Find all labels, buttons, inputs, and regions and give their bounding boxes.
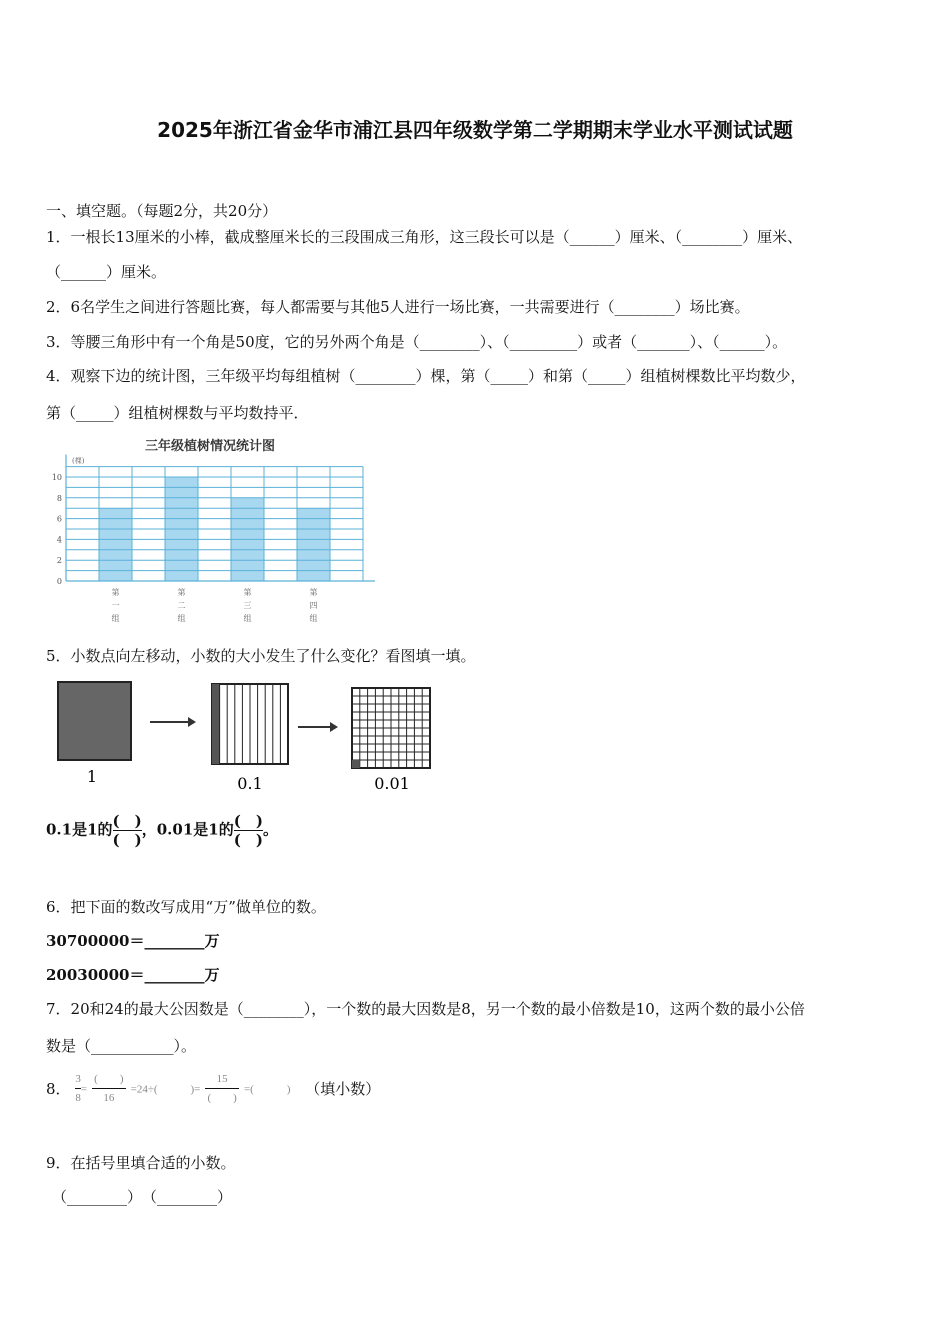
question-4: 4．观察下边的统计图，三年级平均每组植树（________）棵，第（_____）和第（_____）组植树棵数比平均数少， xyxy=(46,367,806,385)
question-1-cont: （______）厘米。 xyxy=(46,263,167,281)
label-hundredth: 0.01 xyxy=(374,774,410,793)
question-9-blanks[interactable]: （________） （________） xyxy=(52,1188,233,1206)
tree-planting-chart xyxy=(40,430,380,630)
y-tick-label: 8 xyxy=(56,493,62,503)
x-tick-label: 第四组 xyxy=(309,588,318,623)
question-8: 8． $\frac{3}{8}$ = ( ) 16 =24÷( )= 15 ( ) =( ) （填小数） xyxy=(46,1070,380,1107)
x-tick-label: 第二组 xyxy=(177,588,186,623)
question-7: 7．20和24的最大公因数是（________），一个数的最大因数是8，另一个数的最小倍数是10，这两个数的最小公倍 xyxy=(46,1000,805,1018)
y-tick-label: 10 xyxy=(51,473,62,482)
y-tick-label: 2 xyxy=(56,556,62,566)
x-tick-label: 第一组 xyxy=(111,588,120,623)
label-tenth: 0.1 xyxy=(237,774,263,793)
y-axis-unit: (棵) xyxy=(72,457,85,465)
bar-4 xyxy=(297,508,330,581)
question-2: 2．6名学生之间进行答题比赛，每人都需要与其他5人进行一场比赛，一共需要进行（________）场比赛。 xyxy=(46,298,750,316)
hundredths-square xyxy=(352,688,430,768)
question-6b: 20030000＝________万 xyxy=(46,966,220,984)
fraction-blank[interactable]: ( ) ( ) xyxy=(233,812,263,849)
x-tick-label: 第三组 xyxy=(243,588,252,623)
question-3: 3．等腰三角形中有一个角是50度，它的另外两个角是（________）、（_________）或者（_______）、（______）。 xyxy=(46,333,788,351)
question-4-cont: 第（_____）组植树棵数与平均数持平． xyxy=(46,404,309,422)
fraction-blank[interactable]: ( ) ( ) xyxy=(112,812,142,849)
y-tick-label: 0 xyxy=(56,577,62,586)
page-title: 2025年浙江省金华市浦江县四年级数学第二学期期末学业水平测试试题 xyxy=(157,118,793,142)
question-5: 5．小数点向左移动，小数的大小发生了什么变化？看图填一填。 xyxy=(46,647,476,665)
question-9: 9．在括号里填合适的小数。 xyxy=(46,1154,236,1172)
question-7-cont: 数是（___________）。 xyxy=(46,1037,197,1055)
question-6a: 30700000＝________万 xyxy=(46,932,220,950)
question-5-answer: 0.1是1的 ( ) ( ) ，0.01是1的 ( ) ( ) 。 xyxy=(46,812,278,849)
section-heading: 一、填空题。（每题2分，共20分） xyxy=(46,202,278,220)
bar-1 xyxy=(99,508,132,581)
question-1: 1．一根长13厘米的小棒，截成整厘米长的三段围成三角形，这三段长可以是（______）厘米、（________）厘米、 xyxy=(46,228,803,246)
y-tick-label: 4 xyxy=(56,535,62,545)
y-tick-label: 6 xyxy=(56,514,62,524)
chart-title: 三年级植树情况统计图 xyxy=(144,439,276,454)
decimal-diagram xyxy=(50,672,445,797)
question-6: 6．把下面的数改写成用“万”做单位的数。 xyxy=(46,898,326,916)
label-one: 1 xyxy=(86,767,98,786)
tenths-square xyxy=(212,684,288,764)
whole-square xyxy=(58,682,131,760)
